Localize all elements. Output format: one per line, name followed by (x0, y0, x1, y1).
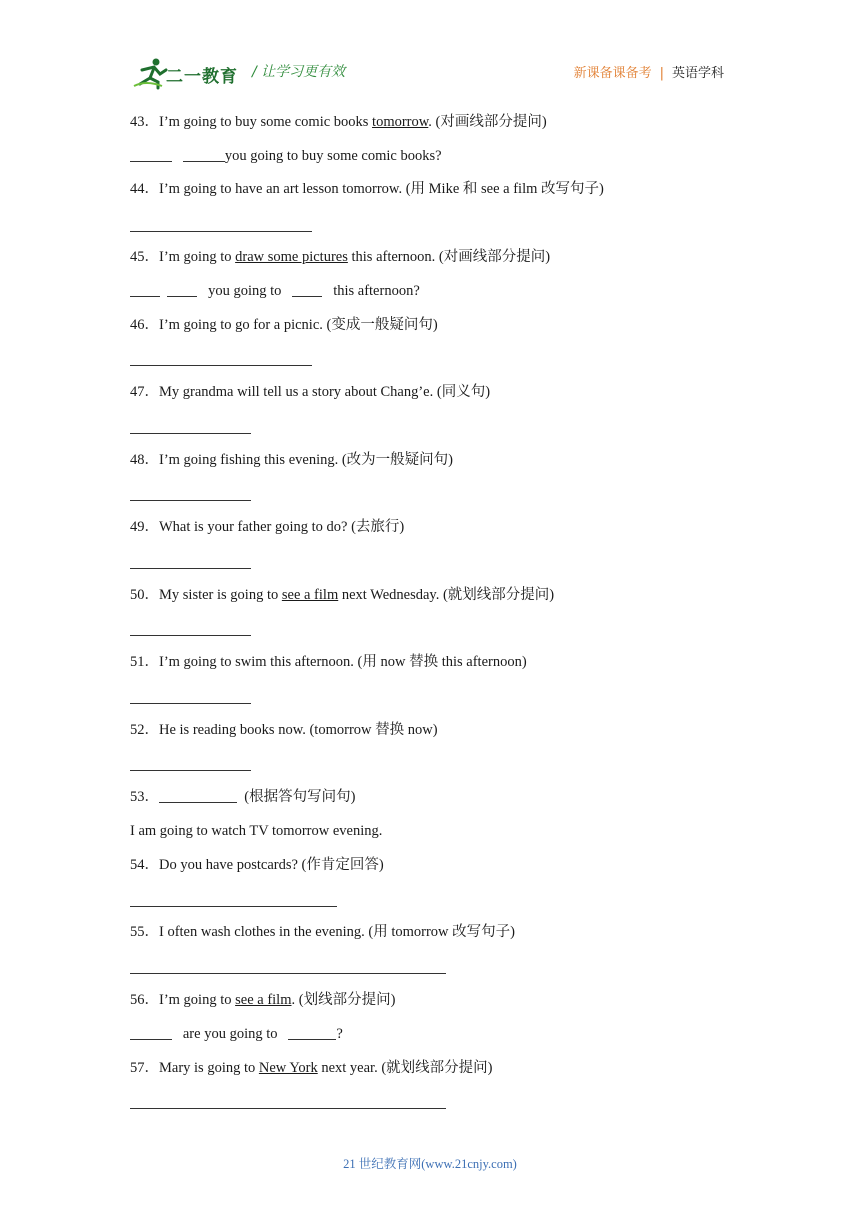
blank[interactable] (292, 282, 322, 297)
answer-line-51[interactable] (130, 702, 251, 704)
question-45: 45．I’m going to draw some pictures this afternoon. (对画线部分提问) (130, 249, 551, 265)
header-subject (574, 62, 724, 81)
answer-line-46[interactable] (130, 364, 312, 366)
logo (132, 56, 244, 90)
page-footer: 21 世纪教育网(www.21cnjy.com) (343, 1157, 517, 1171)
question-51: 51．I’m going to swim this afternoon. (用 now 替换 this afternoon) (130, 654, 527, 670)
slogan: / 让学习更有效 (252, 64, 346, 80)
header-subject-label: 英语学科 (671, 66, 724, 81)
answer-line-57[interactable] (130, 1107, 446, 1109)
question-46: 46．I’m going to go for a picnic. (变成一般疑问句) (130, 317, 438, 333)
answer-line-49[interactable] (130, 567, 251, 569)
answer-line-52[interactable] (130, 769, 251, 771)
logo-text: 二一教育 (166, 67, 238, 87)
blank[interactable] (130, 147, 172, 162)
blank[interactable] (130, 282, 160, 297)
question-50: 50．My sister is going to see a film next Wednesday. (就划线部分提问) (130, 587, 555, 603)
answer-line-48[interactable] (130, 499, 251, 501)
header-divider: | (659, 66, 664, 81)
header-tagline: 新课备课备考 (573, 66, 652, 81)
question-49: 49．What is your father going to do? (去旅行) (130, 519, 405, 535)
question-57: 57．Mary is going to New York next year. (就划线部分提问) (130, 1060, 493, 1076)
blank[interactable] (288, 1025, 336, 1040)
blank[interactable] (130, 1025, 172, 1040)
blank[interactable] (167, 282, 197, 297)
answer-line-44[interactable] (130, 230, 312, 232)
answer-line-50[interactable] (130, 634, 251, 636)
answer-45: you going to this afternoon? (130, 280, 420, 302)
question-56: 56．I’m going to see a film. (划线部分提问) (130, 992, 396, 1008)
question-52: 52．He is reading books now. (tomorrow 替换 now) (130, 722, 438, 738)
answer-43: you going to buy some comic books? (130, 145, 442, 167)
question-47: 47．My grandma will tell us a story about Chang’e. (同义句) (130, 384, 491, 400)
question-53: 53． (根据答句写问句) (130, 789, 356, 805)
answer-line-55[interactable] (130, 972, 446, 974)
answer-line-47[interactable] (130, 432, 251, 434)
blank[interactable] (159, 788, 237, 803)
question-44: 44．I’m going to have an art lesson tomorrow. (用 Mike 和 see a film 改写句子) (130, 181, 604, 197)
question-48: 48．I’m going fishing this evening. (改为一般疑问句) (130, 452, 453, 468)
answer-line-54[interactable] (130, 905, 337, 907)
page-header (0, 0, 860, 100)
answer-sentence-53: I am going to watch TV tomorrow evening. (130, 823, 383, 839)
question-43: 43．I’m going to buy some comic books tomorrow. (对画线部分提问) (130, 114, 547, 130)
question-54: 54．Do you have postcards? (作肯定回答) (130, 857, 384, 873)
blank[interactable] (183, 147, 225, 162)
answer-56: are you going to ? (130, 1023, 343, 1045)
question-55: 55．I often wash clothes in the evening. (用 tomorrow 改写句子) (130, 924, 515, 940)
